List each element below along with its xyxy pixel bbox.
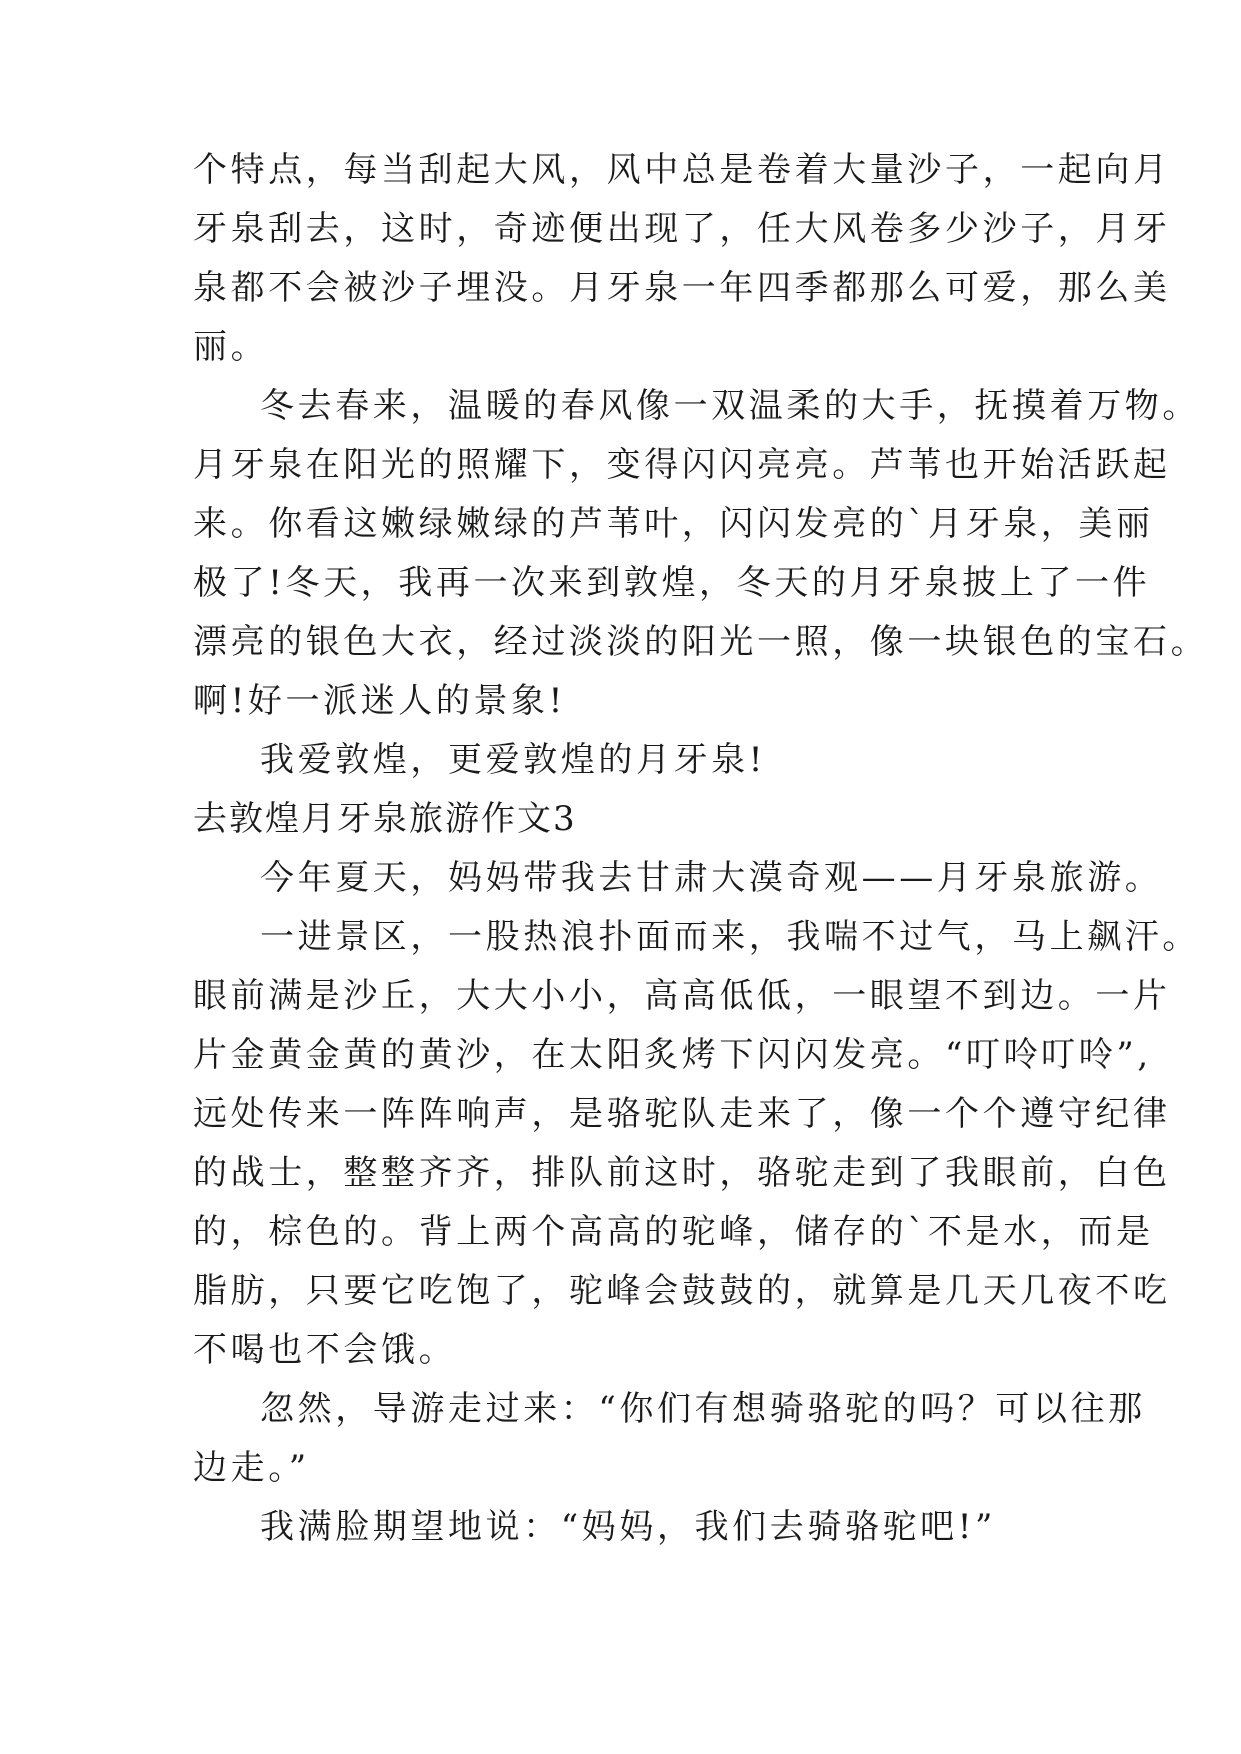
text-line: 今年夏天，妈妈带我去甘肃大漠奇观——月牙泉旅游。 (260, 858, 1163, 898)
text-line: 脂肪，只要它吃饱了，驼峰会鼓鼓的，就算是几天几夜不吃 (193, 1271, 1171, 1311)
section-heading: 去敦煌月牙泉旅游作文3 (193, 799, 577, 839)
text-line: 漂亮的银色大衣，经过淡淡的阳光一照，像一块银色的宝石。 (193, 622, 1209, 662)
text-line: 月牙泉在阳光的照耀下，变得闪闪亮亮。芦苇也开始活跃起 (193, 445, 1171, 485)
text-line: 极了!冬天，我再一次来到敦煌，冬天的月牙泉披上了一件 (193, 563, 1151, 603)
text-line: 忽然，导游走过来：“你们有想骑骆驼的吗？可以往那 (260, 1389, 1146, 1429)
text-line: 牙泉刮去，这时，奇迹便出现了，任大风卷多少沙子，月牙 (193, 209, 1171, 249)
text-line: 来。你看这嫩绿嫩绿的芦苇叶，闪闪发亮的`月牙泉，美丽 (193, 504, 1154, 544)
text-line: 不喝也不会饿。 (193, 1330, 457, 1370)
text-line: 我爱敦煌，更爱敦煌的月牙泉! (260, 740, 767, 780)
text-line: 片金黄金黄的黄沙，在太阳炙烤下闪闪发亮。“叮呤叮呤”, (193, 1035, 1152, 1075)
text-line: 的，棕色的。背上两个高高的驼峰，储存的`不是水，而是 (193, 1212, 1154, 1252)
text-line: 丽。 (193, 327, 269, 367)
text-line: 一进景区，一股热浪扑面而来，我喘不过气，马上飙汗。 (260, 917, 1200, 957)
text-line: 个特点，每当刮起大风，风中总是卷着大量沙子，一起向月 (193, 150, 1171, 190)
text-line: 啊!好一派迷人的景象! (193, 681, 566, 721)
text-line: 远处传来一阵阵响声，是骆驼队走来了，像一个个遵守纪律 (193, 1094, 1171, 1134)
text-line: 边走。” (193, 1448, 310, 1488)
text-line: 的战士，整整齐齐，排队前这时，骆驼走到了我眼前，白色 (193, 1153, 1171, 1193)
text-line: 泉都不会被沙子埋没。月牙泉一年四季都那么可爱，那么美 (193, 268, 1171, 308)
text-line: 冬去春来，温暖的春风像一双温柔的大手，抚摸着万物。 (260, 386, 1200, 426)
text-line: 眼前满是沙丘，大大小小，高高低低，一眼望不到边。一片 (193, 976, 1171, 1016)
text-line: 我满脸期望地说：“妈妈，我们去骑骆驼吧!” (260, 1507, 997, 1547)
